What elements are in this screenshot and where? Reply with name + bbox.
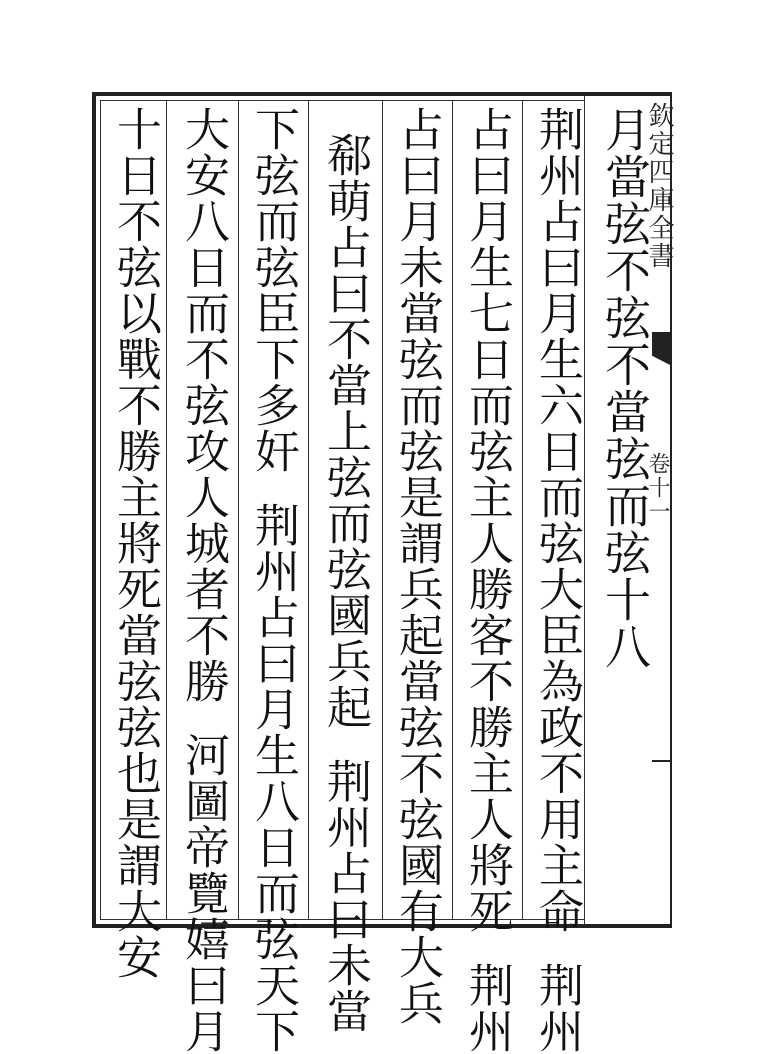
text-column (314, 132, 376, 1034)
juan-number-margin: 卷十一 (645, 452, 670, 524)
column-text: 荆州占曰未當 (319, 758, 372, 1034)
column-rule (308, 100, 309, 920)
column-text: 占曰月未當弦而弦是謂兵起當弦不弦國有大兵 (391, 106, 444, 1026)
text-column (172, 106, 234, 1054)
column-text: 荆州 (531, 962, 584, 1054)
column-text: 荆州 (461, 962, 514, 1054)
column-text: 下弦而弦臣下多奸 (247, 106, 300, 474)
column-text: 荆州占曰月生八日而弦天下 (247, 502, 300, 1054)
heading-text: 月當弦不弦不當弦而弦十八 (598, 106, 652, 670)
text-column (242, 106, 304, 1054)
column-text: 荆州占曰月生六日而弦大臣為政不用主命 (531, 106, 584, 934)
column-rule (382, 100, 383, 920)
column-text: 河圖帝覽嬉曰月 (177, 732, 230, 1054)
text-column (526, 106, 588, 1054)
text-column-heading (594, 106, 656, 916)
column-text: 大安八日而不弦攻人城者不勝 (177, 106, 230, 704)
column-text: 郗萌占曰不當上弦而弦國兵起 (319, 132, 372, 730)
text-column (386, 106, 448, 1026)
book-title-margin: 欽定四庫全書 (644, 102, 674, 270)
text-column (456, 106, 518, 1054)
column-rule (522, 100, 523, 920)
column-rule (166, 100, 167, 920)
column-rule (238, 100, 239, 920)
text-column (104, 106, 166, 980)
column-text: 十日不弦以戰不勝主將死當弦弦也是謂大安 (109, 106, 162, 980)
column-text: 占曰月生七日而弦主人勝客不勝主人將死 (461, 106, 514, 934)
column-rule (452, 100, 453, 920)
